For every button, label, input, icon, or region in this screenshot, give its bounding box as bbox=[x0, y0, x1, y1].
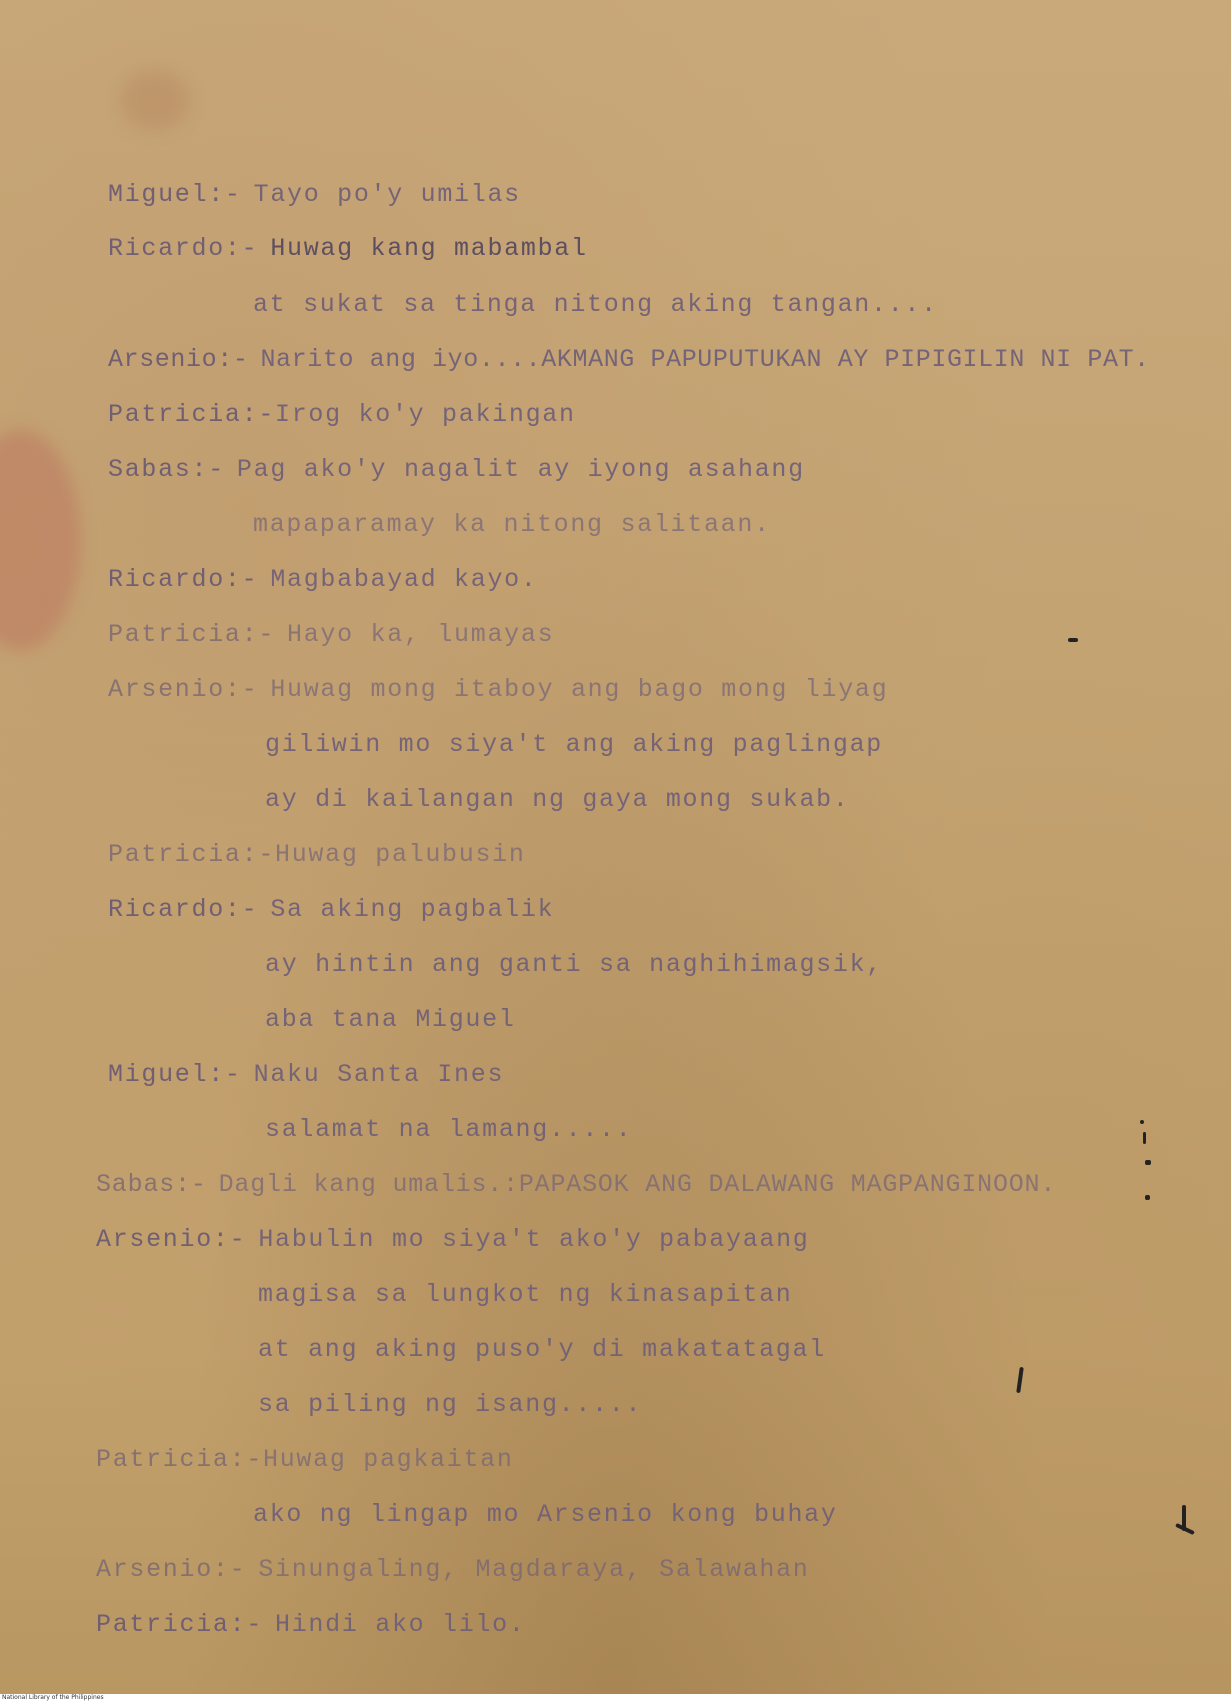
speaker-name: Arsenio:- bbox=[96, 1225, 247, 1254]
dialogue-line bbox=[265, 785, 850, 814]
dialogue-line bbox=[108, 565, 538, 594]
dialogue-text: Hindi ako lilo. bbox=[275, 1610, 526, 1639]
dialogue-line bbox=[253, 290, 938, 319]
speaker-name: Ricardo:- bbox=[108, 565, 259, 594]
speaker-name: Arsenio:- bbox=[108, 675, 259, 704]
paper-stain bbox=[0, 430, 80, 650]
paper-stain bbox=[120, 70, 190, 130]
dialogue-line bbox=[265, 1115, 632, 1144]
dialogue-line bbox=[253, 510, 771, 539]
speaker-name: Patricia:- bbox=[96, 1445, 264, 1474]
speaker-name: Arsenio:- bbox=[108, 345, 249, 374]
dialogue-text: Huwag mong itaboy ang bago mong liyag bbox=[270, 675, 889, 704]
dialogue-text: aba tana Miguel bbox=[265, 1005, 516, 1034]
dialogue-text: at sukat sa tinga nitong aking tangan.... bbox=[253, 290, 938, 319]
ink-mark bbox=[1140, 1120, 1144, 1124]
dialogue-text: Sinungaling, Magdaraya, Salawahan bbox=[258, 1555, 810, 1584]
speaker-name: Miguel:- bbox=[108, 1060, 242, 1089]
dialogue-line bbox=[265, 950, 883, 979]
dialogue-text: Huwag kang mabambal bbox=[270, 234, 588, 263]
speaker-name: Arsenio:- bbox=[96, 1555, 247, 1584]
ink-mark bbox=[1068, 638, 1078, 642]
dialogue-line bbox=[96, 1555, 810, 1584]
dialogue-line bbox=[108, 895, 554, 924]
dialogue-line bbox=[265, 730, 883, 759]
dialogue-text: Irog ko'y pakingan bbox=[275, 400, 576, 429]
ink-mark bbox=[1145, 1195, 1150, 1200]
dialogue-text: mapaparamay ka nitong salitaan. bbox=[253, 510, 771, 539]
speaker-name: Ricardo:- bbox=[108, 234, 259, 263]
speaker-name: Patricia:- bbox=[108, 620, 276, 649]
dialogue-line bbox=[108, 840, 526, 869]
dialogue-text: Narito ang iyo....AKMANG PAPUPUTUKAN AY PIPIGILIN NI PAT. bbox=[260, 345, 1150, 374]
dialogue-line bbox=[108, 180, 521, 209]
dialogue-text: Naku Santa Ines bbox=[253, 1060, 505, 1089]
dialogue-text: Sa aking pagbalik bbox=[270, 895, 555, 924]
dialogue-line bbox=[108, 234, 588, 263]
dialogue-line bbox=[258, 1335, 826, 1364]
dialogue-line bbox=[253, 1500, 838, 1529]
dialogue-text: giliwin mo siya't ang aking paglingap bbox=[265, 730, 883, 759]
dialogue-text: Huwag pagkaitan bbox=[263, 1445, 514, 1474]
speaker-name: Miguel:- bbox=[108, 180, 242, 209]
speaker-name: Patricia:- bbox=[96, 1610, 264, 1639]
ink-mark bbox=[1016, 1367, 1024, 1393]
dialogue-text: salamat na lamang..... bbox=[265, 1115, 633, 1144]
dialogue-text: Pag ako'y nagalit ay iyong asahang bbox=[236, 455, 805, 484]
dialogue-line bbox=[258, 1280, 792, 1309]
dialogue-line bbox=[108, 345, 1150, 374]
speaker-name: Sabas:- bbox=[96, 1170, 207, 1199]
speaker-name: Ricardo:- bbox=[108, 895, 259, 924]
dialogue-text: Hayo ka, lumayas bbox=[287, 620, 555, 649]
dialogue-line bbox=[96, 1225, 810, 1254]
dialogue-text: Huwag palubusin bbox=[275, 840, 526, 869]
dialogue-line bbox=[108, 1060, 504, 1089]
dialogue-text: Habulin mo siya't ako'y pabayaang bbox=[258, 1225, 810, 1254]
dialogue-text: magisa sa lungkot ng kinasapitan bbox=[258, 1280, 793, 1309]
ink-mark bbox=[1145, 1160, 1151, 1165]
speaker-name: Sabas:- bbox=[108, 455, 225, 484]
footer-bar bbox=[0, 1694, 1231, 1703]
dialogue-line bbox=[258, 1390, 642, 1419]
dialogue-text: at ang aking puso'y di makatatagal bbox=[258, 1335, 826, 1364]
speaker-name: Patricia:- bbox=[108, 400, 276, 429]
dialogue-text: Tayo po'y umilas bbox=[253, 180, 521, 209]
dialogue-text: sa piling ng isang..... bbox=[258, 1390, 643, 1419]
dialogue-line bbox=[108, 675, 888, 704]
dialogue-line bbox=[96, 1170, 1056, 1199]
dialogue-text: ako ng lingap mo Arsenio kong buhay bbox=[253, 1500, 838, 1529]
dialogue-line bbox=[265, 1005, 516, 1034]
dialogue-line bbox=[96, 1610, 526, 1639]
dialogue-line bbox=[108, 400, 576, 429]
dialogue-line bbox=[108, 455, 805, 484]
dialogue-text: ay hintin ang ganti sa naghihimagsik, bbox=[265, 950, 883, 979]
dialogue-text: Dagli kang umalis.:PAPASOK ANG DALAWANG MAGPANGINOON. bbox=[218, 1170, 1057, 1199]
dialogue-line bbox=[96, 1445, 514, 1474]
speaker-name: Patricia:- bbox=[108, 840, 276, 869]
footer-credit: National Library of the Philippines bbox=[2, 1694, 104, 1701]
ink-mark bbox=[1143, 1132, 1146, 1144]
dialogue-line bbox=[108, 620, 554, 649]
dialogue-text: ay di kailangan ng gaya mong sukab. bbox=[265, 785, 850, 814]
dialogue-text: Magbabayad kayo. bbox=[270, 565, 538, 594]
